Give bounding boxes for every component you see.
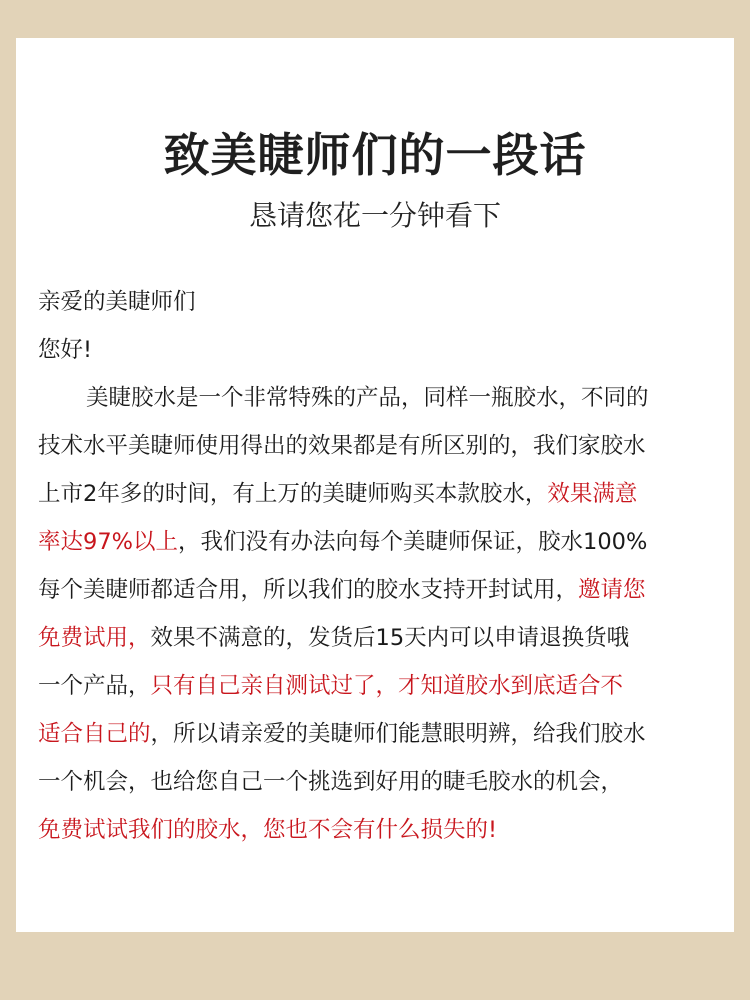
- line-text: ，我们没有办法向每个美睫师保证，胶水100%: [178, 529, 648, 555]
- paragraph-line: [38, 662, 718, 710]
- paragraph-line: [38, 374, 718, 422]
- paragraph-line: [38, 758, 718, 806]
- highlight-text: 效果满意: [547, 481, 638, 507]
- line-text: 一个机会，也给您自己一个挑选到好用的睫毛胶水的机会，: [38, 769, 624, 795]
- paragraph-line: [38, 710, 718, 758]
- highlight-text: 免费试试我们的胶水，您也不会有什么损失的!: [38, 817, 498, 843]
- letter-body: [38, 278, 718, 854]
- line-text: 效果不满意的，发货后15天内可以申请退换货哦: [150, 625, 630, 651]
- highlight-text: 适合自己的: [38, 721, 151, 747]
- letter-card: [16, 38, 734, 932]
- line-text: 美睫胶水是一个非常特殊的产品，同样一瓶胶水，不同的: [86, 385, 649, 411]
- highlight-text: 率达97%以上: [38, 529, 179, 555]
- greeting-line: 亲爱的美睫师们: [38, 289, 196, 315]
- paragraph-line: [38, 614, 718, 662]
- line-text: 每个美睫师都适合用，所以我们的胶水支持开封试用，: [38, 577, 579, 603]
- page-title: 致美睫师们的一段话: [163, 128, 587, 182]
- paragraph-line: [38, 518, 718, 566]
- line-text: ，所以请亲爱的美睫师们能慧眼明辨，给我们胶水: [150, 721, 646, 747]
- highlight-text: 只有自己亲自测试过了，才知道胶水到底适合不: [150, 673, 624, 699]
- paragraph-line: [38, 422, 718, 470]
- paragraph-line: [38, 806, 718, 854]
- line-text: 上市2年多的时间，有上万的美睫师购买本款胶水，: [38, 481, 548, 507]
- paragraph-line: [38, 566, 718, 614]
- line-text: 一个产品，: [38, 673, 151, 699]
- highlight-text: 免费试用，: [38, 625, 151, 651]
- line-text: 技术水平美睫师使用得出的效果都是有所区别的，我们家胶水: [38, 433, 646, 459]
- page-subtitle: 恳请您花一分钟看下: [248, 199, 501, 232]
- hello-line: 您好!: [38, 337, 93, 363]
- highlight-text: 邀请您: [578, 577, 646, 603]
- paragraph-line: [38, 470, 718, 518]
